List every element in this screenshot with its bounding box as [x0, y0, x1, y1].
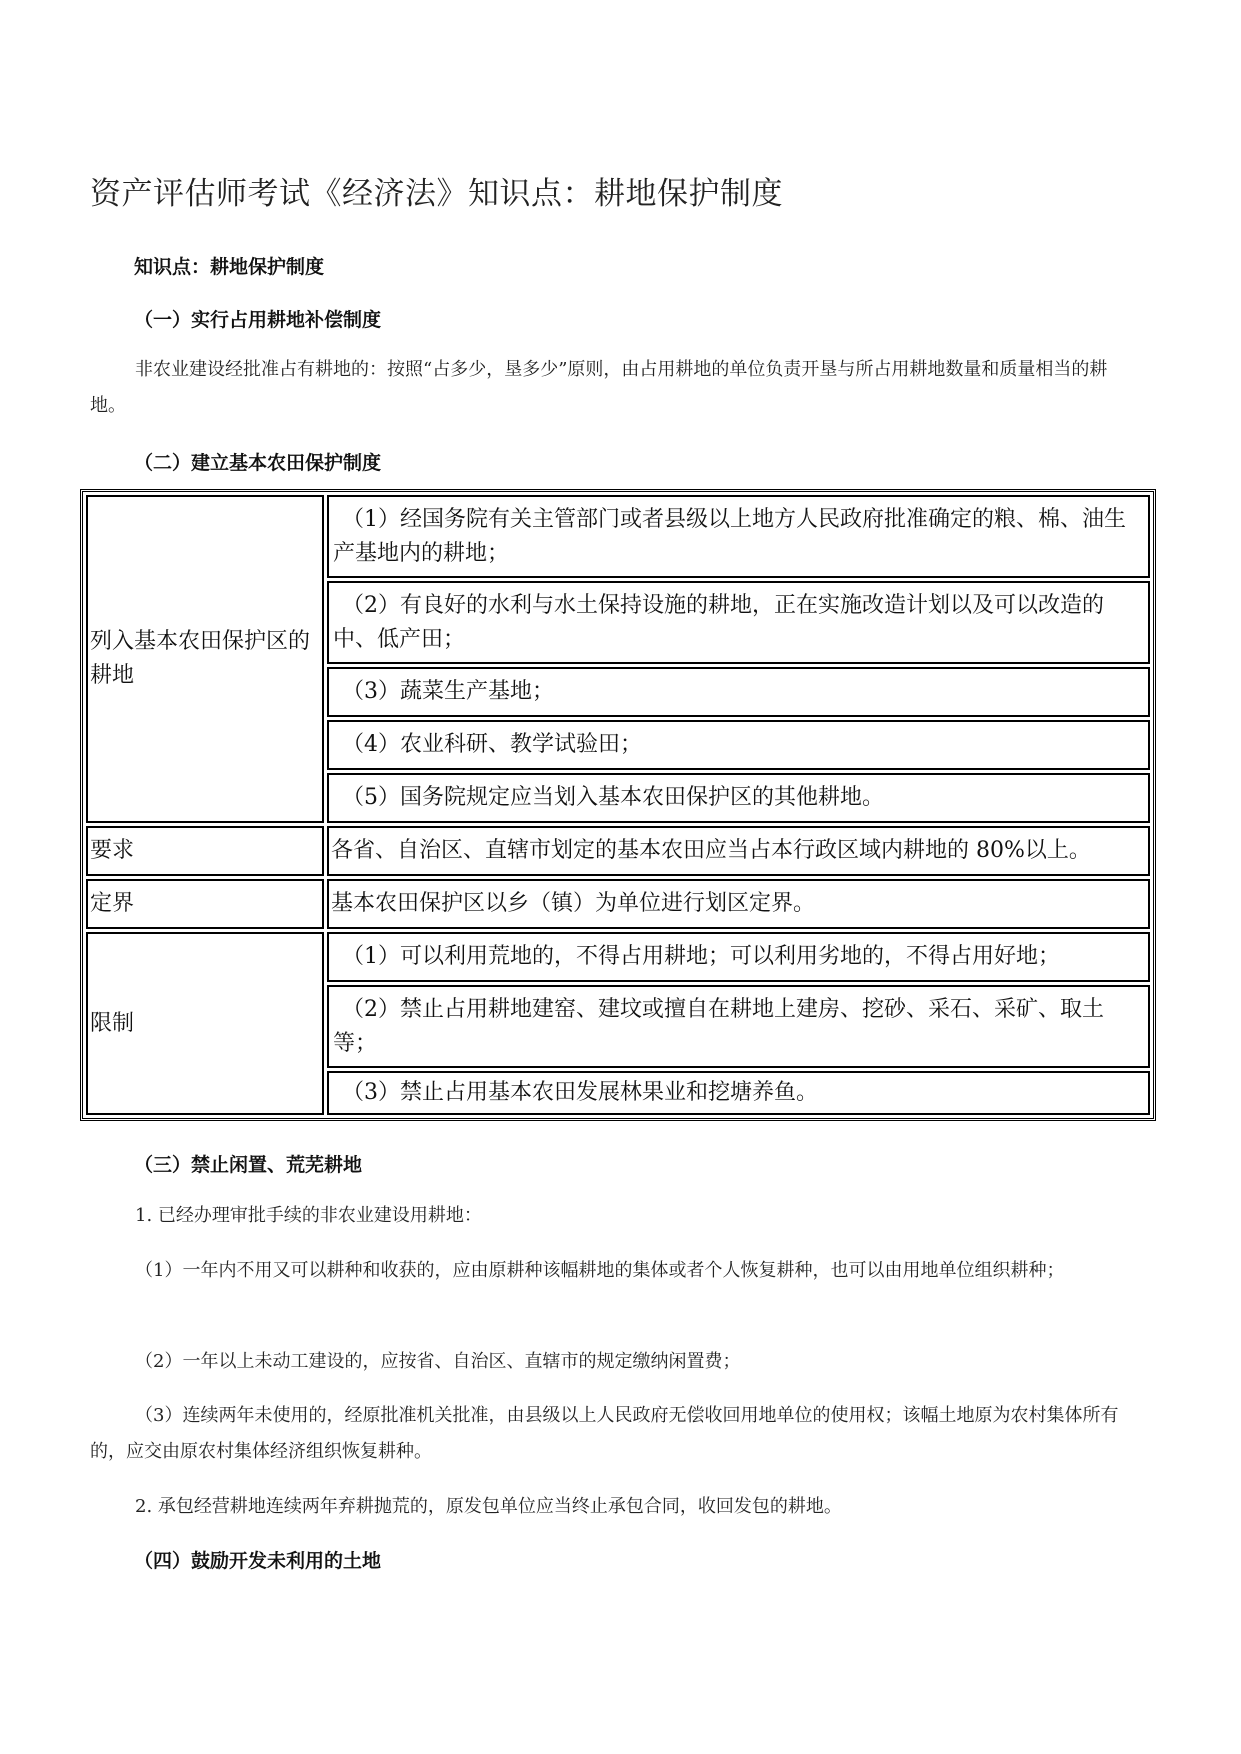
- scope-item-1: （1）经国务院有关主管部门或者县级以上地方人民政府批准确定的粮、棉、油生产基地内的耕地；: [327, 495, 1150, 578]
- section-3-sub-1: （1）一年内不用又可以耕种和收获的，应由原耕种该幅耕地的集体或者个人恢复耕种，也可以由用地单位组织耕种；: [135, 1260, 1065, 1281]
- restriction-item-1: （1）可以利用荒地的，不得占用耕地；可以利用劣地的，不得占用好地；: [327, 932, 1150, 982]
- section-1-paragraph: 非农业建设经批准占有耕地的：按照“占多少，垦多少”原则，由占用耕地的单位负责开垦与所占用耕地数量和质量相当的耕地。: [90, 359, 1108, 416]
- scope-item-3: （3）蔬菜生产基地；: [327, 667, 1150, 717]
- knowledge-point-heading: 知识点：耕地保护制度: [134, 256, 325, 278]
- table-row: [86, 932, 1150, 982]
- label-cell-scope: 列入基本农田保护区的耕地: [86, 495, 324, 823]
- table-row: [86, 826, 1150, 876]
- section-4-heading: （四）鼓励开发未利用的土地: [134, 1550, 382, 1572]
- label-cell-boundary: 定界: [86, 879, 324, 929]
- section-3-point-2: 2. 承包经营耕地连续两年弃耕抛荒的，原发包单位应当终止承包合同，收回发包的耕地。: [135, 1496, 842, 1517]
- section-3-heading: （三）禁止闲置、荒芜耕地: [134, 1154, 363, 1176]
- scope-item-5: （5）国务院规定应当划入基本农田保护区的其他耕地。: [327, 773, 1150, 823]
- section-1-heading: （一）实行占用耕地补偿制度: [134, 309, 382, 331]
- section-3-sub-3: （3）连续两年未使用的，经原批准机关批准，由县级以上人民政府无偿收回用地单位的使用权；该幅土地原为农村集体所有的，应交由原农村集体经济组织恢复耕种。: [90, 1405, 1119, 1462]
- page-title: 资产评估师考试《经济法》知识点：耕地保护制度: [90, 176, 783, 212]
- scope-item-4: （4）农业科研、教学试验田；: [327, 720, 1150, 770]
- restriction-item-3: （3）禁止占用基本农田发展林果业和挖塘养鱼。: [327, 1071, 1150, 1115]
- section-3-sub-2: （2）一年以上未动工建设的，应按省、自治区、直辖市的规定缴纳闲置费；: [135, 1351, 741, 1372]
- basic-farmland-table: [80, 489, 1156, 1121]
- boundary-text: 基本农田保护区以乡（镇）为单位进行划区定界。: [327, 879, 1150, 929]
- table-row: [86, 879, 1150, 929]
- label-cell-restriction: 限制: [86, 932, 324, 1115]
- label-cell-requirement: 要求: [86, 826, 324, 876]
- section-3-point-1: 1. 已经办理审批手续的非农业建设用耕地：: [135, 1205, 482, 1226]
- requirement-text: 各省、自治区、直辖市划定的基本农田应当占本行政区域内耕地的 80%以上。: [327, 826, 1150, 876]
- restriction-item-2: （2）禁止占用耕地建窑、建坟或擅自在耕地上建房、挖砂、采石、采矿、取土等；: [327, 985, 1150, 1068]
- table-row: [86, 495, 1150, 578]
- section-2-heading: （二）建立基本农田保护制度: [134, 452, 382, 474]
- scope-item-2: （2）有良好的水利与水土保持设施的耕地，正在实施改造计划以及可以改造的中、低产田；: [327, 581, 1150, 664]
